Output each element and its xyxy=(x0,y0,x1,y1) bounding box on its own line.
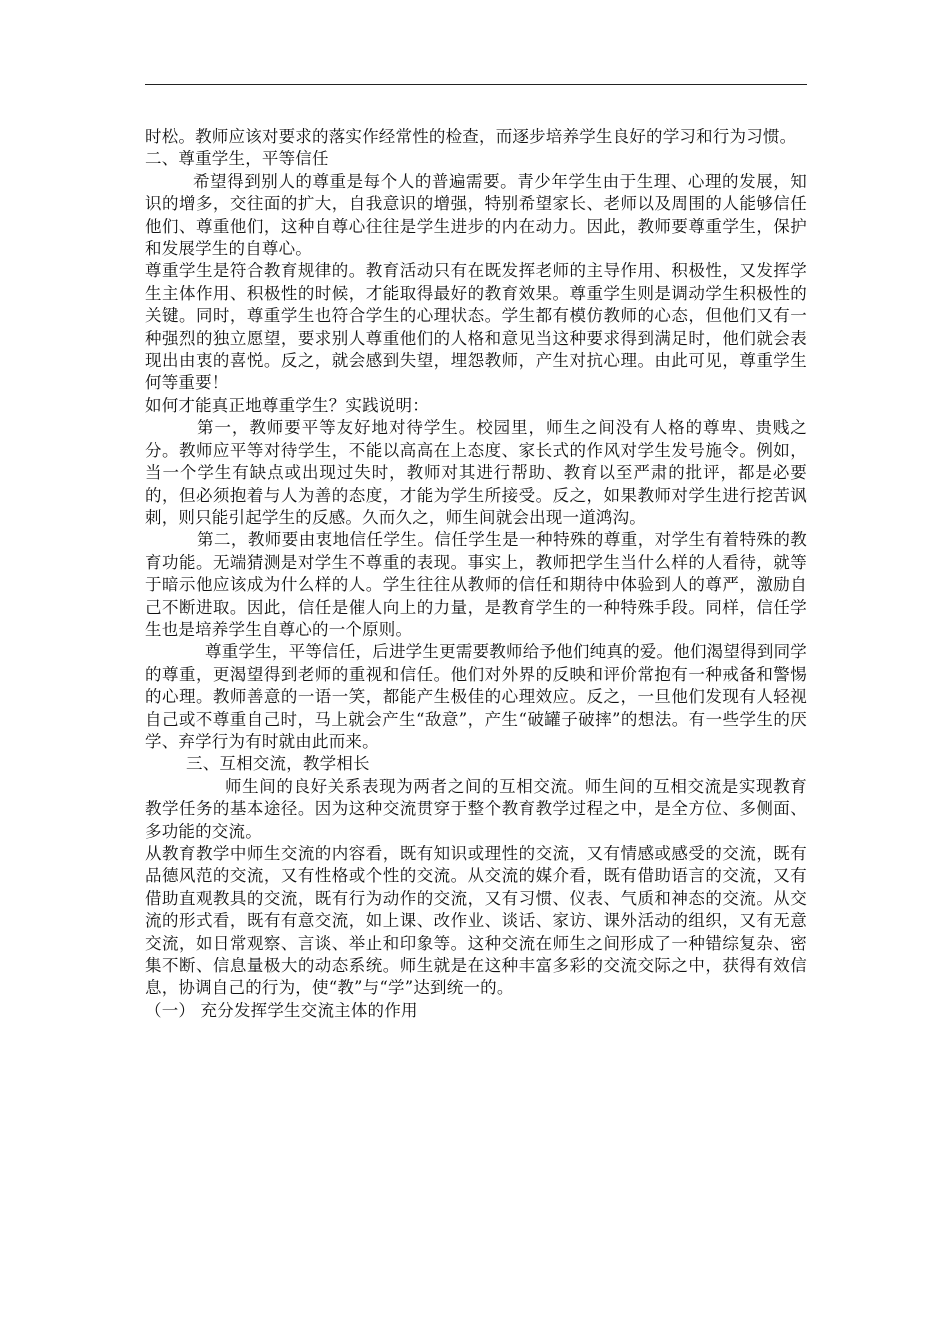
paragraph-respect-law: 尊重学生是符合教育规律的。教育活动只有在既发挥老师的主导作用、积极性，又发挥学生主体作用、积极性的时候，才能取得最好的教育效果。尊重学生则是调动学生积极性的关键。同时，尊重学生也符合学生的心理状态。学生都有模仿教师的心态，但他们又有一种强烈的独立愿望，要求别人尊重他们的人格和意见当这种要求得到满足时，他们就会表现出由衷的喜悦。反之，就会感到失望，埋怨教师，产生对抗心理。由此可见，尊重学生何等重要！ xyxy=(145,261,807,393)
paragraph-exchange-intro: 师生间的良好关系表现为两者之间的互相交流。师生间的互相交流是实现教育教学任务的基本途径。因为这种交流贯穿于整个教育教学过程之中，是全方位、多侧面、多功能的交流。 xyxy=(145,776,807,841)
paragraph-how-to-respect: 如何才能真正地尊重学生？实践说明： xyxy=(145,395,429,415)
paragraph-backward-students: 尊重学生，平等信任，后进学生更需要教师给予他们纯真的爱。他们渴望得到同学的尊重，更渴望得到老师的重视和信任。他们对外界的反映和评价常抱有一种戒备和警惕的心理。教师善意的一语一笑，都能产生极佳的心理效应。反之，一旦他们发现有人轻视自己或不尊重自己时，马上就会产生“敌意”，产生“破罐子破摔”的想法。有一些学生的厌学、弃学行为有时就由此而来。 xyxy=(145,642,807,751)
section-heading-respect: 二、尊重学生，平等信任 xyxy=(145,149,329,169)
paragraph-continuation: 时松。教师应该对要求的落实作经常性的检查，而逐步培养学生良好的学习和行为习惯。 xyxy=(145,127,797,146)
paragraph-respect-need: 希望得到别人的尊重是每个人的普遍需要。青少年学生由于生理、心理的发展，知识的增多，交往面的扩大，自我意识的增强，特别希望家长、老师以及周围的人能够信任他们、尊重他们，这种自尊心往往是学生进步的内在动力。因此，教师要尊重学生，保护和发展学生的自尊心。 xyxy=(145,171,807,259)
section-heading-exchange: 三、互相交流，教学相长 xyxy=(186,754,370,774)
subsection-heading-one: （一） 充分发挥学生交流主体的作用 xyxy=(145,1000,418,1020)
paragraph-second-point: 第二，教师要由衷地信任学生。信任学生是一种特殊的尊重，对学生有着特殊的教育功能。无端猜测是对学生不尊重的表现。事实上，教师把学生当什么样的人看待，就等于暗示他应该成为什么样的人。学生往往从教师的信任和期待中体验到人的尊严，激励自己不断进取。因此，信任是催人向上的力量，是教育学生的一种特殊手段。同样，信任学生也是培养学生自尊心的一个原则。 xyxy=(145,530,807,639)
paragraph-exchange-content: 从教育教学中师生交流的内容看，既有知识或理性的交流，又有情感或感受的交流，既有品德风范的交流，又有性格或个性的交流。从交流的媒介看，既有借助语言的交流，又有借助直观教具的交流，既有行为动作的交流，又有习惯、仪表、气质和神态的交流。从交流的形式看，既有有意交流，如上课、改作业、谈话、家访、课外活动的组织，又有无意交流，如日常观察、言谈、举止和印象等。这种交流在师生之间形成了一种错综复杂、密集不断、信息量极大的动态系统。师生就是在这种丰富多彩的交流交际之中，获得有效信息，协调自己的行为，使“教”与“学”达到统一的。 xyxy=(145,844,807,998)
header-rule xyxy=(145,84,807,85)
paragraph-first-point: 第一，教师要平等友好地对待学生。校园里，师生之间没有人格的尊卑、贵贱之分。教师应平等对待学生，不能以高高在上态度、家长式的作风对学生发号施令。例如，当一个学生有缺点或出现过失时，教师对其进行帮助、教育以至严肃的批评，都是必要的，但必须抱着与人为善的态度，才能为学生所接受。反之，如果教师对学生进行挖苦讽刺，则只能引起学生的反感。久而久之，师生间就会出现一道鸿沟。 xyxy=(145,418,807,527)
document-body xyxy=(145,126,807,1022)
